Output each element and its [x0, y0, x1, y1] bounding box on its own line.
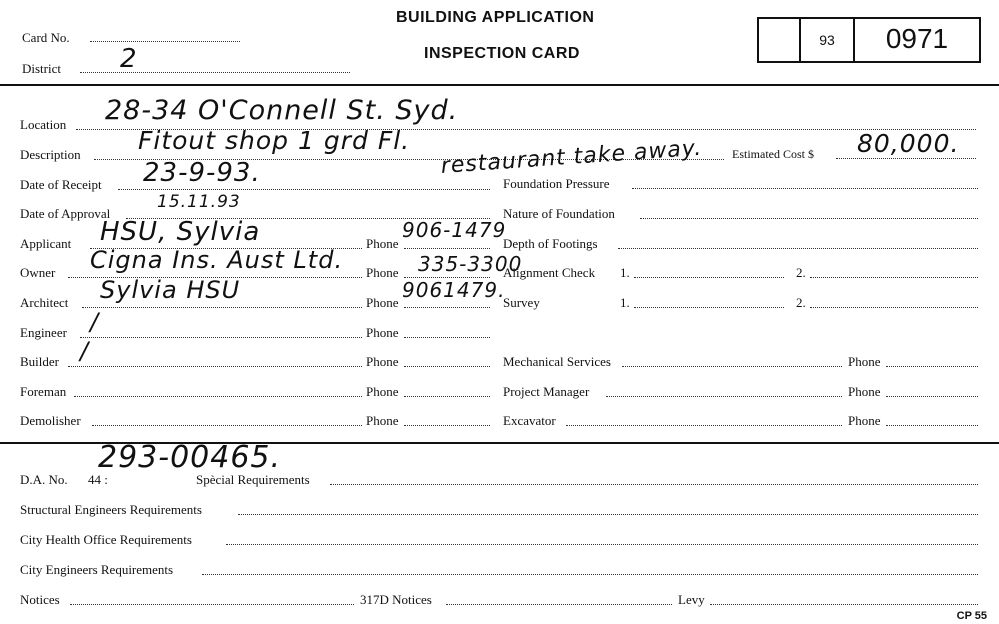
- alignment-check-2-label: 2.: [796, 265, 806, 280]
- engineer-value: /: [90, 308, 100, 336]
- card-year: 93: [819, 32, 835, 48]
- mechanical-services-field[interactable]: [622, 366, 842, 367]
- applicant-value: HSU, Sylvia: [100, 217, 261, 247]
- number-box-blank-cell: [759, 19, 801, 61]
- city-health-field[interactable]: [226, 544, 978, 545]
- notices-label: Notices: [20, 592, 60, 607]
- header-divider: [0, 84, 999, 86]
- card-no-field[interactable]: [90, 41, 240, 42]
- builder-field[interactable]: [68, 366, 362, 367]
- project-manager-phone-field[interactable]: [886, 396, 978, 397]
- applicant-label: Applicant: [20, 236, 72, 251]
- card-number: 0971: [885, 23, 949, 54]
- survey-1-field[interactable]: [634, 307, 784, 308]
- form-subtitle: INSPECTION CARD: [424, 45, 580, 62]
- location-label: Location: [20, 117, 67, 132]
- builder-value: /: [80, 337, 90, 365]
- engineer-field[interactable]: [80, 337, 362, 338]
- project-manager-phone-label: Phone: [848, 384, 881, 399]
- demolisher-label: Demolisher: [20, 413, 81, 428]
- location-value: 28-34 O'Connell St. Syd.: [105, 95, 459, 126]
- architect-label: Architect: [20, 295, 69, 310]
- alignment-check-label: Alignment Check: [503, 265, 596, 280]
- special-requirements-field[interactable]: [330, 484, 978, 485]
- form-title: BUILDING APPLICATION: [396, 9, 595, 26]
- demolisher-phone-label: Phone: [366, 413, 399, 428]
- foreman-phone-label: Phone: [366, 384, 399, 399]
- mechanical-services-phone-field[interactable]: [886, 366, 978, 367]
- estimated-cost-label: Estimated Cost $: [732, 147, 814, 161]
- survey-2-field[interactable]: [810, 307, 978, 308]
- architect-phone-label: Phone: [366, 295, 399, 310]
- owner-phone-label: Phone: [366, 265, 399, 280]
- da-prefix: 44 :: [88, 472, 108, 487]
- alignment-check-1-field[interactable]: [634, 277, 784, 278]
- engineer-label: Engineer: [20, 325, 67, 340]
- builder-phone-field[interactable]: [404, 366, 490, 367]
- depth-of-footings-label: Depth of Footings: [503, 236, 598, 251]
- demolisher-phone-field[interactable]: [404, 425, 490, 426]
- alignment-check-2-field[interactable]: [810, 277, 978, 278]
- date-of-receipt-value: 23-9-93.: [143, 158, 261, 188]
- applicant-phone-value: 906-1479: [402, 218, 507, 242]
- builder-label: Builder: [20, 354, 59, 369]
- form-code: CP 55: [956, 610, 987, 622]
- da-number-label: D.A. No.: [20, 472, 68, 487]
- district-value: 2: [120, 44, 138, 74]
- nature-of-foundation-field[interactable]: [640, 218, 978, 219]
- owner-label: Owner: [20, 265, 56, 280]
- notices-field[interactable]: [70, 604, 354, 605]
- structural-engineers-field[interactable]: [238, 514, 978, 515]
- da-number-value: 293-00465.: [98, 440, 282, 475]
- estimated-cost-value: 80,000.: [857, 129, 960, 158]
- city-engineers-label: City Engineers Requirements: [20, 562, 174, 577]
- foundation-pressure-label: Foundation Pressure: [503, 176, 610, 191]
- city-engineers-field[interactable]: [202, 574, 978, 575]
- date-of-approval-label: Date of Approval: [20, 206, 111, 221]
- date-of-approval-value: 15.11.93: [157, 192, 241, 212]
- foreman-phone-field[interactable]: [404, 396, 490, 397]
- card-number-box: [757, 17, 981, 63]
- date-of-receipt-label: Date of Receipt: [20, 177, 102, 192]
- description-value: Fitout shop 1 grd Fl.: [138, 126, 411, 155]
- district-label: District: [22, 61, 61, 76]
- alignment-check-1-label: 1.: [620, 265, 630, 280]
- card-no-label: Card No.: [22, 30, 70, 45]
- number-box-year-cell: [801, 19, 855, 61]
- foreman-label: Foreman: [20, 384, 67, 399]
- project-manager-field[interactable]: [606, 396, 842, 397]
- levy-field[interactable]: [710, 604, 978, 605]
- foreman-field[interactable]: [74, 396, 362, 397]
- nature-of-foundation-label: Nature of Foundation: [503, 206, 615, 221]
- special-requirements-label: Spècial Requirements: [196, 472, 310, 487]
- description-label: Description: [20, 147, 81, 162]
- city-health-label: City Health Office Requirements: [20, 532, 192, 547]
- mechanical-services-phone-label: Phone: [848, 354, 881, 369]
- survey-label: Survey: [503, 295, 540, 310]
- description-value-line2: restaurant take away.: [440, 135, 703, 179]
- excavator-phone-label: Phone: [848, 413, 881, 428]
- architect-value: Sylvia HSU: [100, 276, 241, 304]
- excavator-field[interactable]: [566, 425, 842, 426]
- architect-phone-value: 9061479.: [402, 278, 506, 302]
- demolisher-field[interactable]: [92, 425, 362, 426]
- owner-value: Cigna Ins. Aust Ltd.: [90, 246, 344, 274]
- notices-317d-field[interactable]: [446, 604, 672, 605]
- levy-label: Levy: [678, 592, 705, 607]
- applicant-phone-field[interactable]: [404, 248, 490, 249]
- builder-phone-label: Phone: [366, 354, 399, 369]
- survey-2-label: 2.: [796, 295, 806, 310]
- owner-phone-value: 335-3300: [418, 252, 523, 276]
- architect-phone-field[interactable]: [404, 307, 490, 308]
- engineer-phone-field[interactable]: [404, 337, 490, 338]
- structural-engineers-label: Structural Engineers Requirements: [20, 502, 202, 517]
- architect-field[interactable]: [82, 307, 362, 308]
- depth-of-footings-field[interactable]: [618, 248, 978, 249]
- engineer-phone-label: Phone: [366, 325, 399, 340]
- foundation-pressure-field[interactable]: [632, 188, 978, 189]
- applicant-phone-label: Phone: [366, 236, 399, 251]
- excavator-label: Excavator: [503, 413, 556, 428]
- survey-1-label: 1.: [620, 295, 630, 310]
- estimated-cost-field[interactable]: [836, 158, 976, 159]
- excavator-phone-field[interactable]: [886, 425, 978, 426]
- project-manager-label: Project Manager: [503, 384, 590, 399]
- notices-317d-label: 317D Notices: [360, 592, 432, 607]
- date-of-receipt-field[interactable]: [118, 189, 490, 190]
- mechanical-services-label: Mechanical Services: [503, 354, 611, 369]
